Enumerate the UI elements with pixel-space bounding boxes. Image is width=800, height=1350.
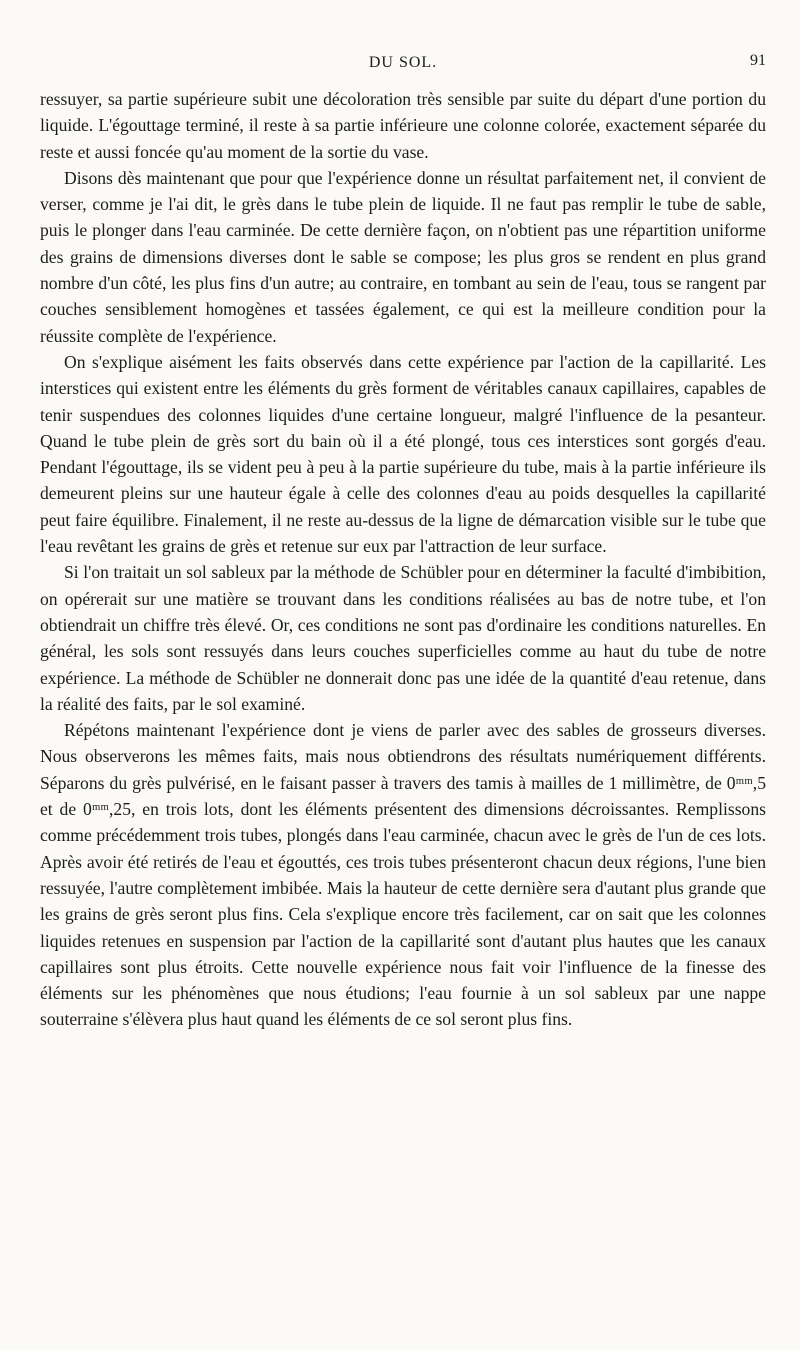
paragraph: On s'explique aisément les faits observés dans cette expérience par l'action de la capillarité. Les interstices qui existent entre les éléments du grès forment de véritables canaux capillaires, capables de tenir suspendues des colonnes liquides d'une certaine longueur, malgré l'influence de la pesanteur. Quand le tube plein de grès sort du bain où il a été plongé, tous ces interstices sont gorgés d'eau. Pendant l'égouttage, ils se vident peu à peu à la partie supérieure du tube, mais à la partie inférieure ils demeurent pleins sur une hauteur égale à celle des colonnes d'eau au poids desquelles la capillarité peut faire équilibre. Finalement, il ne reste au-dessus de la ligne de démarcation visible sur le tube que l'eau revêtant les grains de grès et retenue sur eux par l'attraction de leur surface.: [40, 351, 766, 557]
paragraph: Répétons maintenant l'expérience dont je viens de parler avec des sables de grosseurs diverses. Nous observerons les mêmes faits, mais nous obtiendrons des résultats numériquement différents. Séparons du grès pulvérisé, en le faisant passer à travers des tamis à mailles de 1 millimètre, de 0ᵐᵐ,5 et de 0ᵐᵐ,25, en trois lots, dont les éléments présentent des dimensions décroissantes. Remplissons comme précédemment trois tubes, plongés dans l'eau carminée, chacun avec le grès de l'un de ces lots. Après avoir été retirés de l'eau et égouttés, ces trois tubes présenteront chacun deux régions, l'une bien ressuyée, l'autre complètement imbibée. Mais la hauteur de cette dernière sera d'autant plus grande que les grains de grès seront plus fins. Cela s'explique encore très facilement, car on sait que les colonnes liquides retenues en suspension par l'action de la capillarité sont d'autant plus hautes que les canaux capillaires sont plus étroits. Cette nouvelle expérience nous fait voir l'influence de la finesse des éléments sur les phénomènes que nous étudions; l'eau fournie à un sol sableux par une nappe souterraine s'élèvera plus haut quand les éléments de ce sol seront plus fins.: [40, 720, 766, 1030]
body-text: [40, 86, 766, 1033]
paragraph: Si l'on traitait un sol sableux par la méthode de Schübler pour en déterminer la faculté d'imbibition, on opérerait sur une matière se trouvant dans les conditions réalisées au bas de notre tube, et l'on obtiendrait un chiffre très élevé. Or, ces conditions ne sont pas d'ordinaire les conditions naturelles. En général, les sols sont ressuyés dans leurs couches superficielles comme au haut du tube de notre expérience. La méthode de Schübler ne donnerait donc pas une idée de la quantité d'eau retenue, dans la réalité des faits, par le sol examiné.: [40, 562, 766, 714]
running-title: DU SOL.: [368, 54, 438, 71]
page-number: 91: [750, 52, 766, 69]
paragraph: Disons dès maintenant que pour que l'expérience donne un résultat parfaitement net, il convient de verser, comme je l'ai dit, le grès dans le tube plein de liquide. Il ne faut pas remplir le tube de sable, puis le plonger dans l'eau carminée. De cette dernière façon, on n'obtient pas une répartition uniforme des grains de dimensions diverses dont le sable se compose; les plus gros se rendent en plus grand nombre d'un côté, les plus fins d'un autre; au contraire, en tombant au sein de l'eau, tous se rangent par couches sensiblement homogènes et tassées également, ce qui est la meilleure condition pour la réussite complète de l'expérience.: [40, 167, 766, 346]
paragraph-continuation: ressuyer, sa partie supérieure subit une décoloration très sensible par suite du départ d'une portion du liquide. L'égouttage terminé, il reste à sa partie inférieure une colonne colorée, exactement séparée du reste et aussi foncée qu'au moment de la sortie du vase.: [40, 89, 766, 162]
page-header: [40, 54, 766, 78]
